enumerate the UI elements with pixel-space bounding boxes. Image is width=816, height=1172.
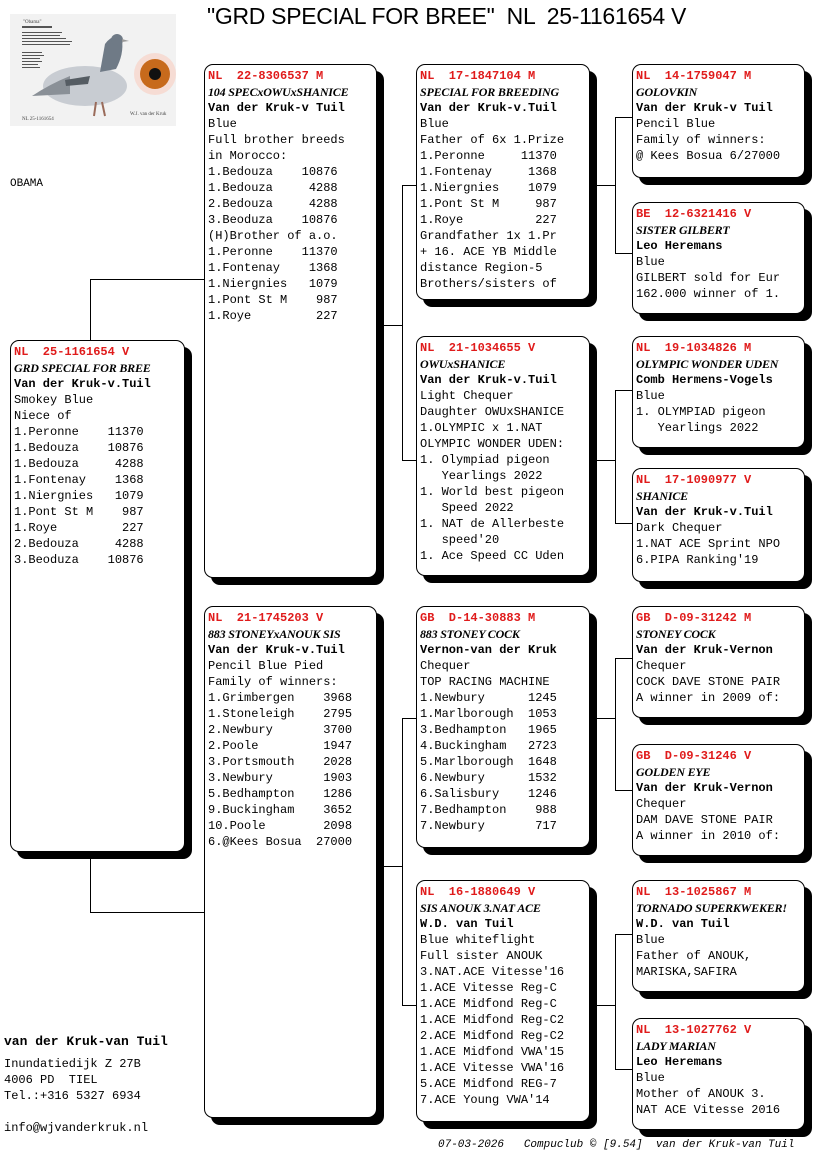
pigeon-card-ggp-7[interactable] bbox=[632, 880, 805, 992]
connector bbox=[90, 279, 204, 280]
address-city: 4006 PD TIEL bbox=[4, 1073, 98, 1087]
ring-number: GB D-09-31242 M bbox=[636, 611, 752, 625]
pedigree-title: "GRD SPECIAL FOR BREE" NL 25-1161654 V bbox=[207, 3, 687, 29]
connector bbox=[384, 866, 402, 867]
info-line: Full brother breeds bbox=[208, 133, 345, 147]
info-line: Blue bbox=[420, 117, 449, 131]
info-line: Blue bbox=[636, 389, 665, 403]
info-line: 1.Peronne 11370 bbox=[420, 149, 557, 163]
breeder: Van der Kruk-v.Tuil bbox=[420, 373, 557, 387]
info-line: Light Chequer bbox=[420, 389, 514, 403]
info-line: 1.Niergnies 1079 bbox=[208, 277, 338, 291]
info-line: 1.Newbury 1245 bbox=[420, 691, 557, 705]
info-line: 6.Newbury 1532 bbox=[420, 771, 557, 785]
info-line: @ Kees Bosua 6/27000 bbox=[636, 149, 781, 163]
info-line: Blue bbox=[636, 1071, 665, 1085]
info-line: distance Region-5 bbox=[420, 261, 543, 275]
info-line: Chequer bbox=[636, 659, 687, 673]
info-line: Blue bbox=[636, 255, 665, 269]
pigeon-name: SPECIAL FOR BREEDING bbox=[420, 85, 559, 99]
ring-number: NL 14-1759047 M bbox=[636, 69, 752, 83]
info-line: 3.NAT.ACE Vitesse'16 bbox=[420, 965, 565, 979]
info-line: A winner in 2009 of: bbox=[636, 691, 781, 705]
info-line: 1.ACE Midfond Reg-C bbox=[420, 997, 557, 1011]
info-line: 2.Bedouza 4288 bbox=[14, 537, 144, 551]
ring-number: NL 22-8306537 M bbox=[208, 69, 324, 83]
photo-owner: W.J. van der Kruk bbox=[130, 112, 167, 117]
info-line: 4.Buckingham 2723 bbox=[420, 739, 557, 753]
info-line: OLYMPIC WONDER UDEN: bbox=[420, 437, 565, 451]
info-line: 3.Bedhampton 1965 bbox=[420, 723, 557, 737]
info-line: 3.Newbury 1903 bbox=[208, 771, 353, 785]
info-line: GILBERT sold for Eur bbox=[636, 271, 781, 285]
info-line: 1.Pont St M 987 bbox=[14, 505, 144, 519]
info-line: 6.PIPA Ranking'19 bbox=[636, 553, 759, 567]
info-line: Family of winners: bbox=[208, 675, 338, 689]
connector bbox=[615, 253, 632, 254]
info-line: 10.Poole 2098 bbox=[208, 819, 353, 833]
connector bbox=[402, 185, 416, 186]
pigeon-name: OWUxSHANICE bbox=[420, 357, 506, 371]
info-line: 1.Bedouza 4288 bbox=[14, 457, 144, 471]
pigeon-card-ggp-3[interactable] bbox=[632, 336, 805, 448]
info-line: 2.Bedouza 4288 bbox=[208, 197, 338, 211]
breeder: Van der Kruk-Vernon bbox=[636, 781, 773, 795]
breeder: W.D. van Tuil bbox=[420, 917, 514, 931]
info-line: 1.Pont St M 987 bbox=[420, 197, 557, 211]
pigeon-name: LADY MARIAN bbox=[636, 1039, 716, 1053]
info-line: Daughter OWUxSHANICE bbox=[420, 405, 565, 419]
info-line: 1.OLYMPIC x 1.NAT bbox=[420, 421, 543, 435]
pigeon-name: SHANICE bbox=[636, 489, 688, 503]
connector bbox=[615, 523, 632, 524]
info-line: Mother of ANOUK 3. bbox=[636, 1087, 766, 1101]
address-street: Inundatiedijk Z 27B bbox=[4, 1057, 141, 1071]
info-line: 5.Marlborough 1648 bbox=[420, 755, 557, 769]
info-line: 1. OLYMPIAD pigeon bbox=[636, 405, 766, 419]
info-line: Chequer bbox=[636, 797, 687, 811]
info-line: Yearlings 2022 bbox=[420, 469, 543, 483]
info-line: 1.Bedouza 10876 bbox=[208, 165, 338, 179]
pigeon-card-sire-dam[interactable] bbox=[416, 336, 590, 576]
breeder: Van der Kruk-v Tuil bbox=[636, 101, 773, 115]
connector bbox=[615, 658, 616, 791]
info-line: 1.Pont St M 987 bbox=[208, 293, 338, 307]
info-line: 5.Bedhampton 1286 bbox=[208, 787, 353, 801]
info-line: 2.Poole 1947 bbox=[208, 739, 353, 753]
breeder: Leo Heremans bbox=[636, 1055, 723, 1069]
breeder: Van der Kruk-v.Tuil bbox=[636, 505, 773, 519]
pigeon-name: TORNADO SUPERKWEKER! bbox=[636, 901, 787, 915]
ring-number: NL 19-1034826 M bbox=[636, 341, 752, 355]
pigeon-card-ggp-2[interactable] bbox=[632, 202, 805, 314]
pigeon-card-dam[interactable] bbox=[204, 606, 377, 1118]
connector bbox=[597, 718, 615, 719]
info-line: (H)Brother of a.o. bbox=[208, 229, 338, 243]
info-line: Brothers/sisters of bbox=[420, 277, 557, 291]
info-line: TOP RACING MACHINE bbox=[420, 675, 550, 689]
connector bbox=[615, 390, 616, 524]
info-line: 1.Roye 227 bbox=[208, 309, 338, 323]
pigeon-name: 104 SPECxOWUxSHANICE bbox=[208, 85, 349, 99]
info-line: 1.Grimbergen 3968 bbox=[208, 691, 353, 705]
info-line: DAM DAVE STONE PAIR bbox=[636, 813, 773, 827]
connector bbox=[615, 1069, 632, 1070]
info-line: Family of winners: bbox=[636, 133, 766, 147]
info-line: Smokey Blue bbox=[14, 393, 94, 407]
info-line: 1. World best pigeon bbox=[420, 485, 565, 499]
info-line: 1.Roye 227 bbox=[420, 213, 557, 227]
connector bbox=[402, 718, 416, 719]
ring-number: NL 25-1161654 V bbox=[14, 345, 130, 359]
info-line: Blue bbox=[636, 933, 665, 947]
pigeon-card-dam-sire[interactable] bbox=[416, 606, 590, 848]
info-line: 1.Niergnies 1079 bbox=[420, 181, 557, 195]
info-line: 7.Bedhampton 988 bbox=[420, 803, 557, 817]
connector bbox=[615, 934, 632, 935]
info-line: 1.Bedouza 4288 bbox=[208, 181, 338, 195]
info-line: A winner in 2010 of: bbox=[636, 829, 781, 843]
pigeon-name: SISTER GILBERT bbox=[636, 223, 730, 237]
ring-number: BE 12-6321416 V bbox=[636, 207, 752, 221]
pigeon-illustration bbox=[10, 14, 176, 126]
connector bbox=[90, 279, 91, 340]
info-line: Father of 6x 1.Prize bbox=[420, 133, 565, 147]
connector bbox=[597, 185, 615, 186]
connector bbox=[615, 390, 632, 391]
breeder: Van der Kruk-v Tuil bbox=[208, 101, 345, 115]
info-line: 6.Salisbury 1246 bbox=[420, 787, 557, 801]
pigeon-card-sire-sire[interactable] bbox=[416, 64, 590, 300]
connector bbox=[402, 718, 403, 1006]
connector bbox=[597, 460, 615, 461]
ring-number: NL 17-1847104 M bbox=[420, 69, 536, 83]
breeder: Van der Kruk-v.Tuil bbox=[14, 377, 151, 391]
connector bbox=[615, 117, 616, 254]
pigeon-card-ggp-5[interactable] bbox=[632, 606, 805, 718]
pigeon-name: STONEY COCK bbox=[636, 627, 716, 641]
footer-info: 07-03-2026 Compuclub © [9.54] van der Kruk-van Tuil bbox=[438, 1139, 795, 1151]
breeder: Leo Heremans bbox=[636, 239, 723, 253]
ring-number: NL 13-1025867 M bbox=[636, 885, 752, 899]
connector bbox=[402, 185, 403, 461]
ring-number: GB D-09-31246 V bbox=[636, 749, 752, 763]
info-line: 162.000 winner of 1. bbox=[636, 287, 781, 301]
info-line: 1.ACE Midfond VWA'15 bbox=[420, 1045, 565, 1059]
connector bbox=[402, 460, 416, 461]
pigeon-name: SIS ANOUK 3.NAT ACE bbox=[420, 901, 541, 915]
breeder: Van der Kruk-v.Tuil bbox=[420, 101, 557, 115]
breeder: Van der Kruk-Vernon bbox=[636, 643, 773, 657]
info-line: 7.Newbury 717 bbox=[420, 819, 557, 833]
info-line: 9.Buckingham 3652 bbox=[208, 803, 353, 817]
ring-number: NL 21-1745203 V bbox=[208, 611, 324, 625]
ring-number: GB D-14-30883 M bbox=[420, 611, 536, 625]
breeder: Comb Hermens-Vogels bbox=[636, 373, 773, 387]
info-line: Pencil Blue bbox=[636, 117, 716, 131]
info-line: 5.ACE Midfond REG-7 bbox=[420, 1077, 557, 1091]
info-line: 1.Fontenay 1368 bbox=[420, 165, 557, 179]
info-line: 3.Beoduza 10876 bbox=[14, 553, 144, 567]
info-line: 2.ACE Midfond Reg-C2 bbox=[420, 1029, 565, 1043]
pigeon-card-dam-dam[interactable] bbox=[416, 880, 590, 1122]
connector bbox=[90, 858, 91, 913]
ring-number: NL 16-1880649 V bbox=[420, 885, 536, 899]
ring-number: NL 17-1090977 V bbox=[636, 473, 752, 487]
connector bbox=[384, 325, 402, 326]
photo-ring-number: NL 25-1161654 bbox=[22, 117, 54, 122]
info-line: Pencil Blue Pied bbox=[208, 659, 324, 673]
info-line: 1.Stoneleigh 2795 bbox=[208, 707, 353, 721]
info-line: 1.Niergnies 1079 bbox=[14, 489, 144, 503]
connector bbox=[615, 790, 632, 791]
info-line: 3.Beoduza 10876 bbox=[208, 213, 338, 227]
info-line: 1. Olympiad pigeon bbox=[420, 453, 550, 467]
info-line: 3.Portsmouth 2028 bbox=[208, 755, 353, 769]
info-line: 1. NAT de Allerbeste bbox=[420, 517, 565, 531]
connector bbox=[615, 117, 632, 118]
connector bbox=[615, 658, 632, 659]
info-line: 1. Ace Speed CC Uden bbox=[420, 549, 565, 563]
address-phone: Tel.:+316 5327 6934 bbox=[4, 1089, 141, 1103]
breeder-address bbox=[4, 1034, 168, 1136]
photo-caption: "Obama" bbox=[23, 20, 42, 25]
info-line: + 16. ACE YB Middle bbox=[420, 245, 557, 259]
breeder-name: van der Kruk-van Tuil bbox=[4, 1034, 168, 1049]
info-line: Blue whiteflight bbox=[420, 933, 536, 947]
info-line: 2.Newbury 3700 bbox=[208, 723, 353, 737]
info-line: Blue bbox=[208, 117, 237, 131]
pigeon-card-sire[interactable] bbox=[204, 64, 377, 578]
pigeon-name: GOLOVKIN bbox=[636, 85, 698, 99]
info-line: 1.Marlborough 1053 bbox=[420, 707, 557, 721]
info-line: Father of ANOUK, bbox=[636, 949, 752, 963]
pigeon-card-ggp-1[interactable] bbox=[632, 64, 805, 178]
pigeon-card-subject[interactable] bbox=[10, 340, 185, 852]
info-line: Chequer bbox=[420, 659, 471, 673]
info-line: 1.ACE Vitesse Reg-C bbox=[420, 981, 557, 995]
breeder: W.D. van Tuil bbox=[636, 917, 730, 931]
connector bbox=[615, 934, 616, 1070]
pigeon-name: 883 STONEYxANOUK SIS bbox=[208, 627, 341, 641]
nickname: OBAMA bbox=[10, 178, 44, 190]
ring-number: NL 21-1034655 V bbox=[420, 341, 536, 355]
info-line: 1.Peronne 11370 bbox=[14, 425, 144, 439]
info-line: 1.ACE Vitesse VWA'16 bbox=[420, 1061, 565, 1075]
info-line: NAT ACE Vitesse 2016 bbox=[636, 1103, 781, 1117]
address-email[interactable]: info@wjvanderkruk.nl bbox=[4, 1121, 149, 1135]
ring-number: NL 13-1027762 V bbox=[636, 1023, 752, 1037]
info-line: 1.Fontenay 1368 bbox=[208, 261, 338, 275]
pigeon-card-ggp-8[interactable] bbox=[632, 1018, 805, 1130]
pigeon-name: GOLDEN EYE bbox=[636, 765, 711, 779]
connector bbox=[597, 1005, 615, 1006]
info-line: 1.Peronne 11370 bbox=[208, 245, 338, 259]
info-line: 1.Roye 227 bbox=[14, 521, 144, 535]
pigeon-photo bbox=[10, 14, 176, 126]
info-line: Dark Chequer bbox=[636, 521, 723, 535]
pigeon-name: OLYMPIC WONDER UDEN bbox=[636, 357, 779, 371]
info-line: Yearlings 2022 bbox=[636, 421, 759, 435]
pigeon-card-ggp-6[interactable] bbox=[632, 744, 805, 856]
info-line: Niece of bbox=[14, 409, 72, 423]
info-line: 6.@Kees Bosua 27000 bbox=[208, 835, 353, 849]
info-line: COCK DAVE STONE PAIR bbox=[636, 675, 781, 689]
info-line: 1.NAT ACE Sprint NPO bbox=[636, 537, 781, 551]
info-line: in Morocco: bbox=[208, 149, 288, 163]
info-line: 1.Fontenay 1368 bbox=[14, 473, 144, 487]
breeder: Vernon-van der Kruk bbox=[420, 643, 557, 657]
info-line: Grandfather 1x 1.Pr bbox=[420, 229, 557, 243]
connector bbox=[90, 912, 204, 913]
info-line: Full sister ANOUK bbox=[420, 949, 543, 963]
info-line: 1.ACE Midfond Reg-C2 bbox=[420, 1013, 565, 1027]
connector bbox=[402, 1005, 416, 1006]
pigeon-name: 883 STONEY COCK bbox=[420, 627, 520, 641]
pigeon-name: GRD SPECIAL FOR BREE bbox=[14, 361, 151, 375]
info-line: 7.ACE Young VWA'14 bbox=[420, 1093, 550, 1107]
pigeon-card-ggp-4[interactable] bbox=[632, 468, 805, 582]
info-line: Speed 2022 bbox=[420, 501, 514, 515]
info-line: MARISKA,SAFIRA bbox=[636, 965, 737, 979]
info-line: speed'20 bbox=[420, 533, 500, 547]
breeder: Van der Kruk-v.Tuil bbox=[208, 643, 345, 657]
info-line: 1.Bedouza 10876 bbox=[14, 441, 144, 455]
